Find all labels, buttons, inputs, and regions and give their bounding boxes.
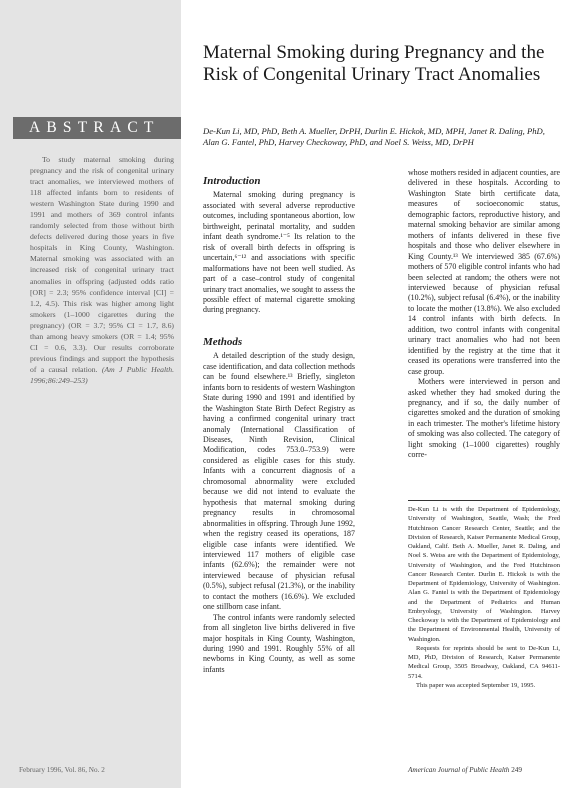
methods-paragraph-3: whose mothers resided in adjacent counties, are delivered in these hospitals. According to Washington State birth certificate data, measures of socioeconomic status, demographic factors, reproductive history, and maternal smoking behavior are similar among mothers of infants delivered in these five hospitals and those who deliver elsewhere in King County.¹³ We interviewed 385 (67.6%) mothers of 570 eligible control infants who had been selected at random; the others were not interviewed because of physician refusal (10.2%), subject refusal (6.4%), or the inability to locate the mother (13.8%). We also excluded 14 control infants with birth defects. In addition, two control infants with congenital urinary tract anomalies who had not been identified by the registry at the time that it ceased its operations were transferred into the case group.	[408, 168, 560, 376]
footnote-divider	[408, 500, 560, 501]
abstract-heading: ABSTRACT	[29, 119, 160, 136]
issue-info: February 1996, Vol. 86, No. 2	[19, 766, 105, 774]
footnote-reprints: Requests for reprints should be sent to De-Kun Li, MD, PhD, Division of Research, Kaiser Permanente Medical Group, 3505 Broadway, Oakland, CA 94611-5714.	[408, 644, 560, 680]
methods-paragraph-4: Mothers were interviewed in person and asked whether they had smoked during the pregnancy, and if so, the daily number of cigarettes smoked and the duration of smoking in each trimester. The mother's lifetime history of smoking was also collected. The category of light smoking (1–1000 cigarettes) roughly corre-	[408, 377, 560, 460]
abstract-citation: (Am J Public Health. 1996;86:249–253)	[30, 364, 174, 385]
footnote-affiliations: De-Kun Li is with the Department of Epidemiology, University of Washington, Seattle, Wash; the Fred Hutchinson Cancer Research Center, Seattle; and the Division of Research, Kaiser Permanente Medical Group, Oakland, Calif. Beth A. Mueller, Janet R. Daling, and Noel S. Weiss are with the Department of Epidemiology, University of Washington, and the Fred Hutchinson Cancer Research Center. Durlin E. Hickok is with the Department of Epidemiology, University of Washington. Alan G. Fantel is with the Department of Epidemiology and the Department of Pediatrics and Human Embryology, University of Washington. Harvey Checkoway is with the Department of Epidemiology and the Department of Environmental Health, University of Washington.	[408, 506, 560, 643]
footnote-accepted: This paper was accepted September 19, 1995.	[416, 681, 536, 689]
journal-name: American Journal of Public Health	[408, 766, 510, 774]
article-title: Maternal Smoking during Pregnancy and the Risk of Congenital Urinary Tract Anomalies	[203, 42, 545, 85]
abstract-text-block	[30, 154, 174, 386]
right-text-column	[408, 168, 560, 461]
page-footer	[408, 766, 522, 774]
methods-paragraph-1: A detailed description of the study design, case identification, and data collection methods can be found elsewhere.¹³ Briefly, singleton infants born to residents of western Washington State during 1990 and 1991 and identified by the Washington State Birth Defect Registry as having a confirmed congenital urinary tract anomaly (International Classification of Diseases, Ninth Revision, Clinical Modification, codes 753.0–753.9) were considered as eligible cases for this study. Infants with a concurrent diagnosis of a chromosomal abnormality were excluded because we did not intend to evaluate the hypothesis that maternal smoking during pregnancy results in chromosomal abnormalities in offspring. Through June 1992, when the registry ceased its operations, 187 eligible case infants were identified. We interviewed 117 mothers of eligible case infants (62.6%); the remainder were not interviewed because of physician refusal (0.5%), subject refusal (21.3%), or the inability to contact the mothers (16.6%). We excluded one stillborn case infant.	[203, 351, 355, 612]
methods-paragraph-2: The control infants were randomly selected from all singleton live births delivered in five major hospitals in King County, Washington, during 1990 and 1991. Roughly 55% of all newborns in King County, as well as some infants	[203, 612, 355, 674]
abstract-sidebar	[0, 0, 181, 788]
abstract-banner	[13, 117, 181, 139]
footnote-block	[408, 505, 560, 690]
left-text-column	[203, 176, 355, 675]
introduction-paragraph: Maternal smoking during pregnancy is associated with several adverse reproductive outcomes, including spontaneous abortion, low birthweight, perinatal mortality, and sudden infant death syndrome.¹⁻⁵ Its relation to the risk of overall birth defects in offspring is uncertain,⁶⁻¹² and associations with specific malformations have not been well studied. As part of a case–control study of congenital urinary tract anomalies, we sought to assess the possible effect of maternal cigarette smoking during pregnancy.	[203, 190, 355, 315]
methods-heading: Methods	[203, 335, 243, 348]
author-list: De-Kun Li, MD, PhD, Beth A. Mueller, DrPH, Durlin E. Hickok, MD, MPH, Janet R. Daling, PhD, Alan G. Fantel, PhD, Harvey Checkoway, PhD, and Noel S. Weiss, MD, DrPH	[203, 126, 545, 147]
introduction-heading: Introduction	[203, 175, 261, 187]
abstract-text: To study maternal smoking during pregnancy and the risk of congenital urinary tract anomalies, we interviewed mothers of 118 affected infants born to residents of western Washington State during 1990 and 1991 and mothers of 369 control infants randomly selected from those without birth defects delivered during those years in five hospitals in King County, Washington. Maternal smoking was associated with an increased risk of congenital urinary tract anomalies in offspring (adjusted odds ratio [OR] = 2.3; 95% confidence interval [CI] = 1.2, 4.5). This risk was higher among light smokers (1–1000 cigarettes during the pregnancy) (OR = 3.7; 95% CI = 1.7, 8.6) than among heavy smokers (OR = 1.4; 95% CI = 0.6, 3.3). Our results corroborate previous findings and support the hypothesis of a causal relation.	[30, 155, 174, 374]
page-number: 249	[511, 766, 522, 774]
